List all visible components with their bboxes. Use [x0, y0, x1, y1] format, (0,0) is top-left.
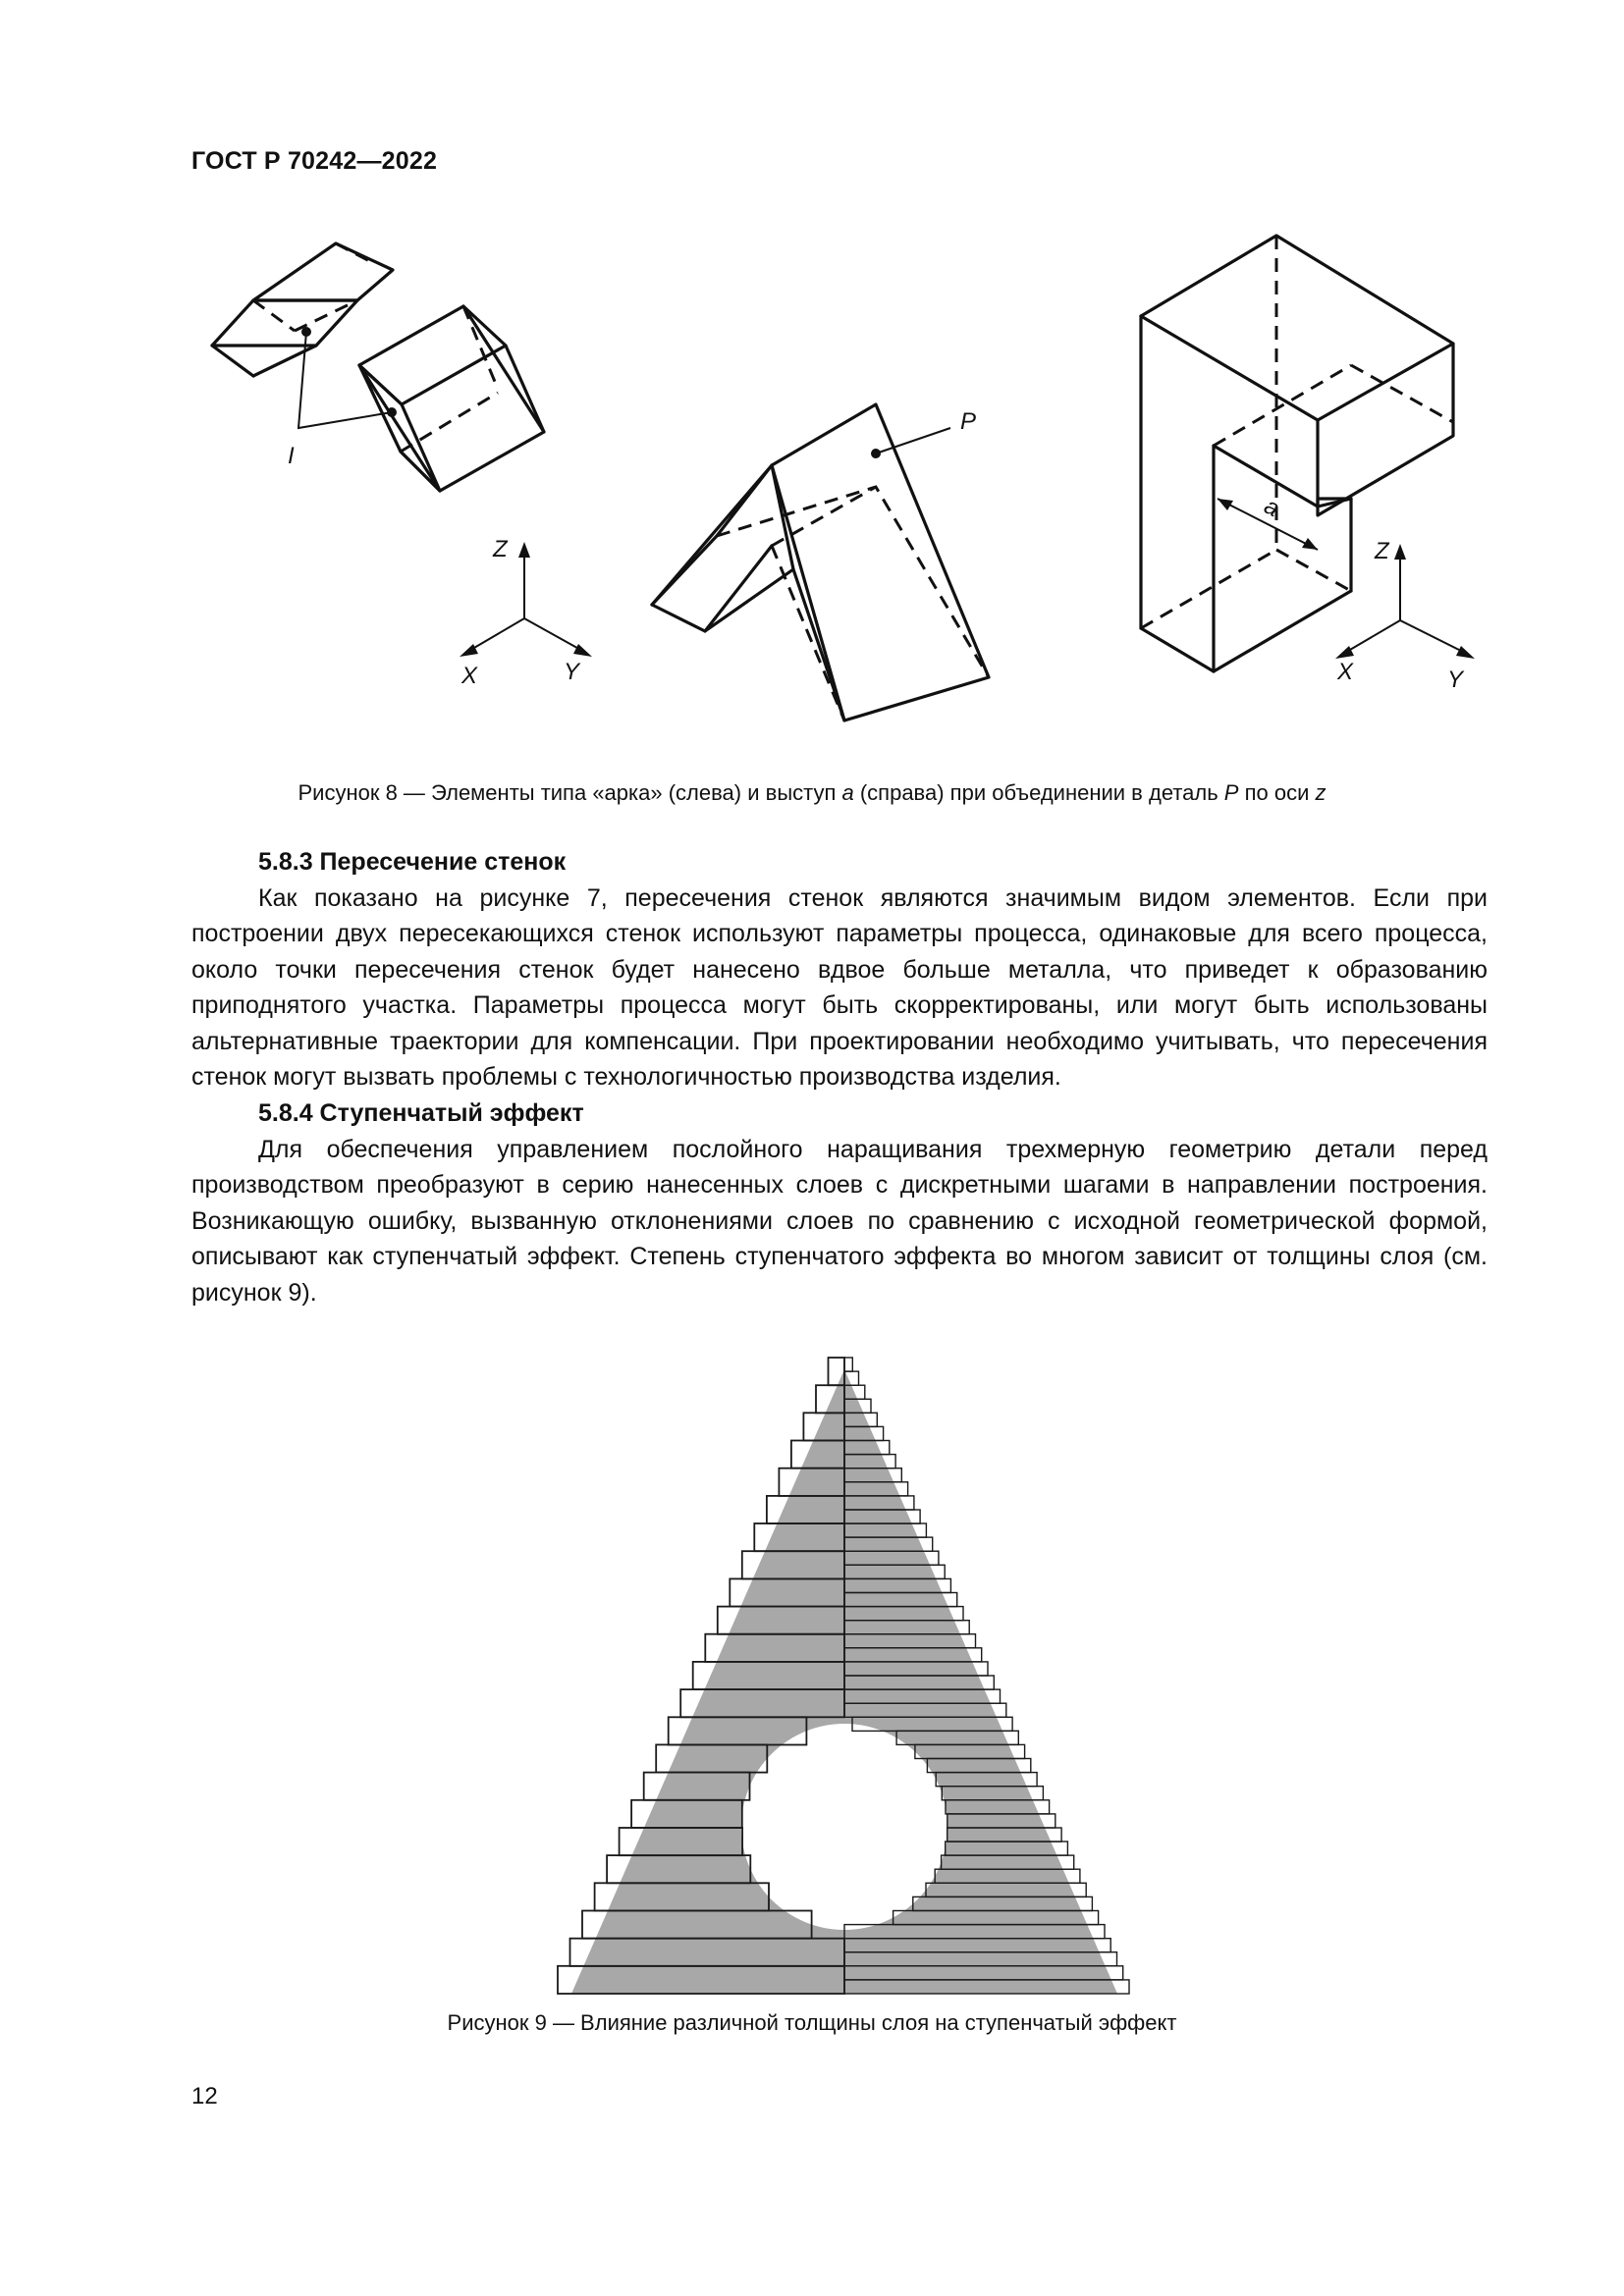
figure-8-caption-z: z: [1315, 780, 1326, 805]
figure-8-caption-a: a: [841, 780, 854, 805]
axis-x-left: X: [461, 663, 478, 689]
label-I: I: [288, 443, 295, 469]
axis-z-left: Z: [493, 536, 508, 562]
right-layer-1: [844, 1358, 852, 1371]
figure-8-caption-P: P: [1223, 780, 1239, 805]
part-protrusion-drawing: [1141, 236, 1453, 671]
axis-z-right: Z: [1375, 538, 1389, 564]
arch-element-small-prism: [212, 243, 393, 376]
page-number: 12: [191, 2083, 218, 2109]
section-5-8-4-paragraph: Для обеспечения управлением послойного наращивания трехмерную геометрию детали перед производством преобразуют в серию нанесенных слоев с дискретными шагами в направлении построения. Возникающую ошибку, вызванную отклонениями слоев по сравнению с исходной геометрической формой, описывают как ступенчатый эффект. Степень ступенчатого эффекта во многом зависит от толщины слоя (см. рисунок 9).: [191, 1135, 1488, 1307]
figure-9-stair-step-triangle: [550, 1350, 1139, 1998]
section-5-8-4-heading: 5.8.4 Ступенчатый эффект: [258, 1099, 584, 1127]
standard-header: ГОСТ Р 70242—2022: [191, 147, 438, 175]
axes-left: [460, 536, 592, 689]
section-5-8-3-heading: 5.8.3 Пересечение стенок: [258, 848, 567, 876]
arch-element-box: [359, 306, 544, 491]
figure-8-caption: [0, 780, 1624, 806]
figure-9-caption: Рисунок 9 — Влияние различной толщины слоя на ступенчатый эффект: [447, 2010, 1177, 2035]
axis-x-right: X: [1337, 659, 1354, 685]
section-5-8-3-paragraph: Как показано на рисунке 7, пересечения стенок являются значимым видом элементов. Если при построении двух пересекающихся стенок используют параметры процесса, одинаковые для всего процесса, около точки пересечения стенок будет нанесено вдвое больше металла, что приведет к образованию приподнятого участка. Параметры процесса могут быть скорректированы, или могут быть использованы альтернативные траектории для компенсации. При проектировании необходимо учитывать, что пересечения стенок могут вызвать проблемы с технологичностью производства изделия.: [191, 883, 1488, 1091]
section-5-8-4: [191, 1095, 1488, 1310]
section-5-8-3: [191, 844, 1488, 1095]
figure-8-caption-suffix: по оси: [1238, 780, 1316, 805]
label-a: a: [1260, 492, 1284, 523]
figure-8-caption-middle: (справа) при объединении в деталь: [853, 780, 1224, 805]
axis-y-left: Y: [564, 659, 580, 685]
axes-right: [1335, 538, 1475, 693]
part-P-drawing: [652, 404, 989, 721]
label-P: P: [960, 408, 977, 435]
figure-8-drawing: [0, 0, 1624, 766]
axis-y-right: Y: [1447, 667, 1464, 693]
figure-8-caption-prefix: Рисунок 8 — Элементы типа «арка» (слева) и выступ: [298, 780, 842, 805]
